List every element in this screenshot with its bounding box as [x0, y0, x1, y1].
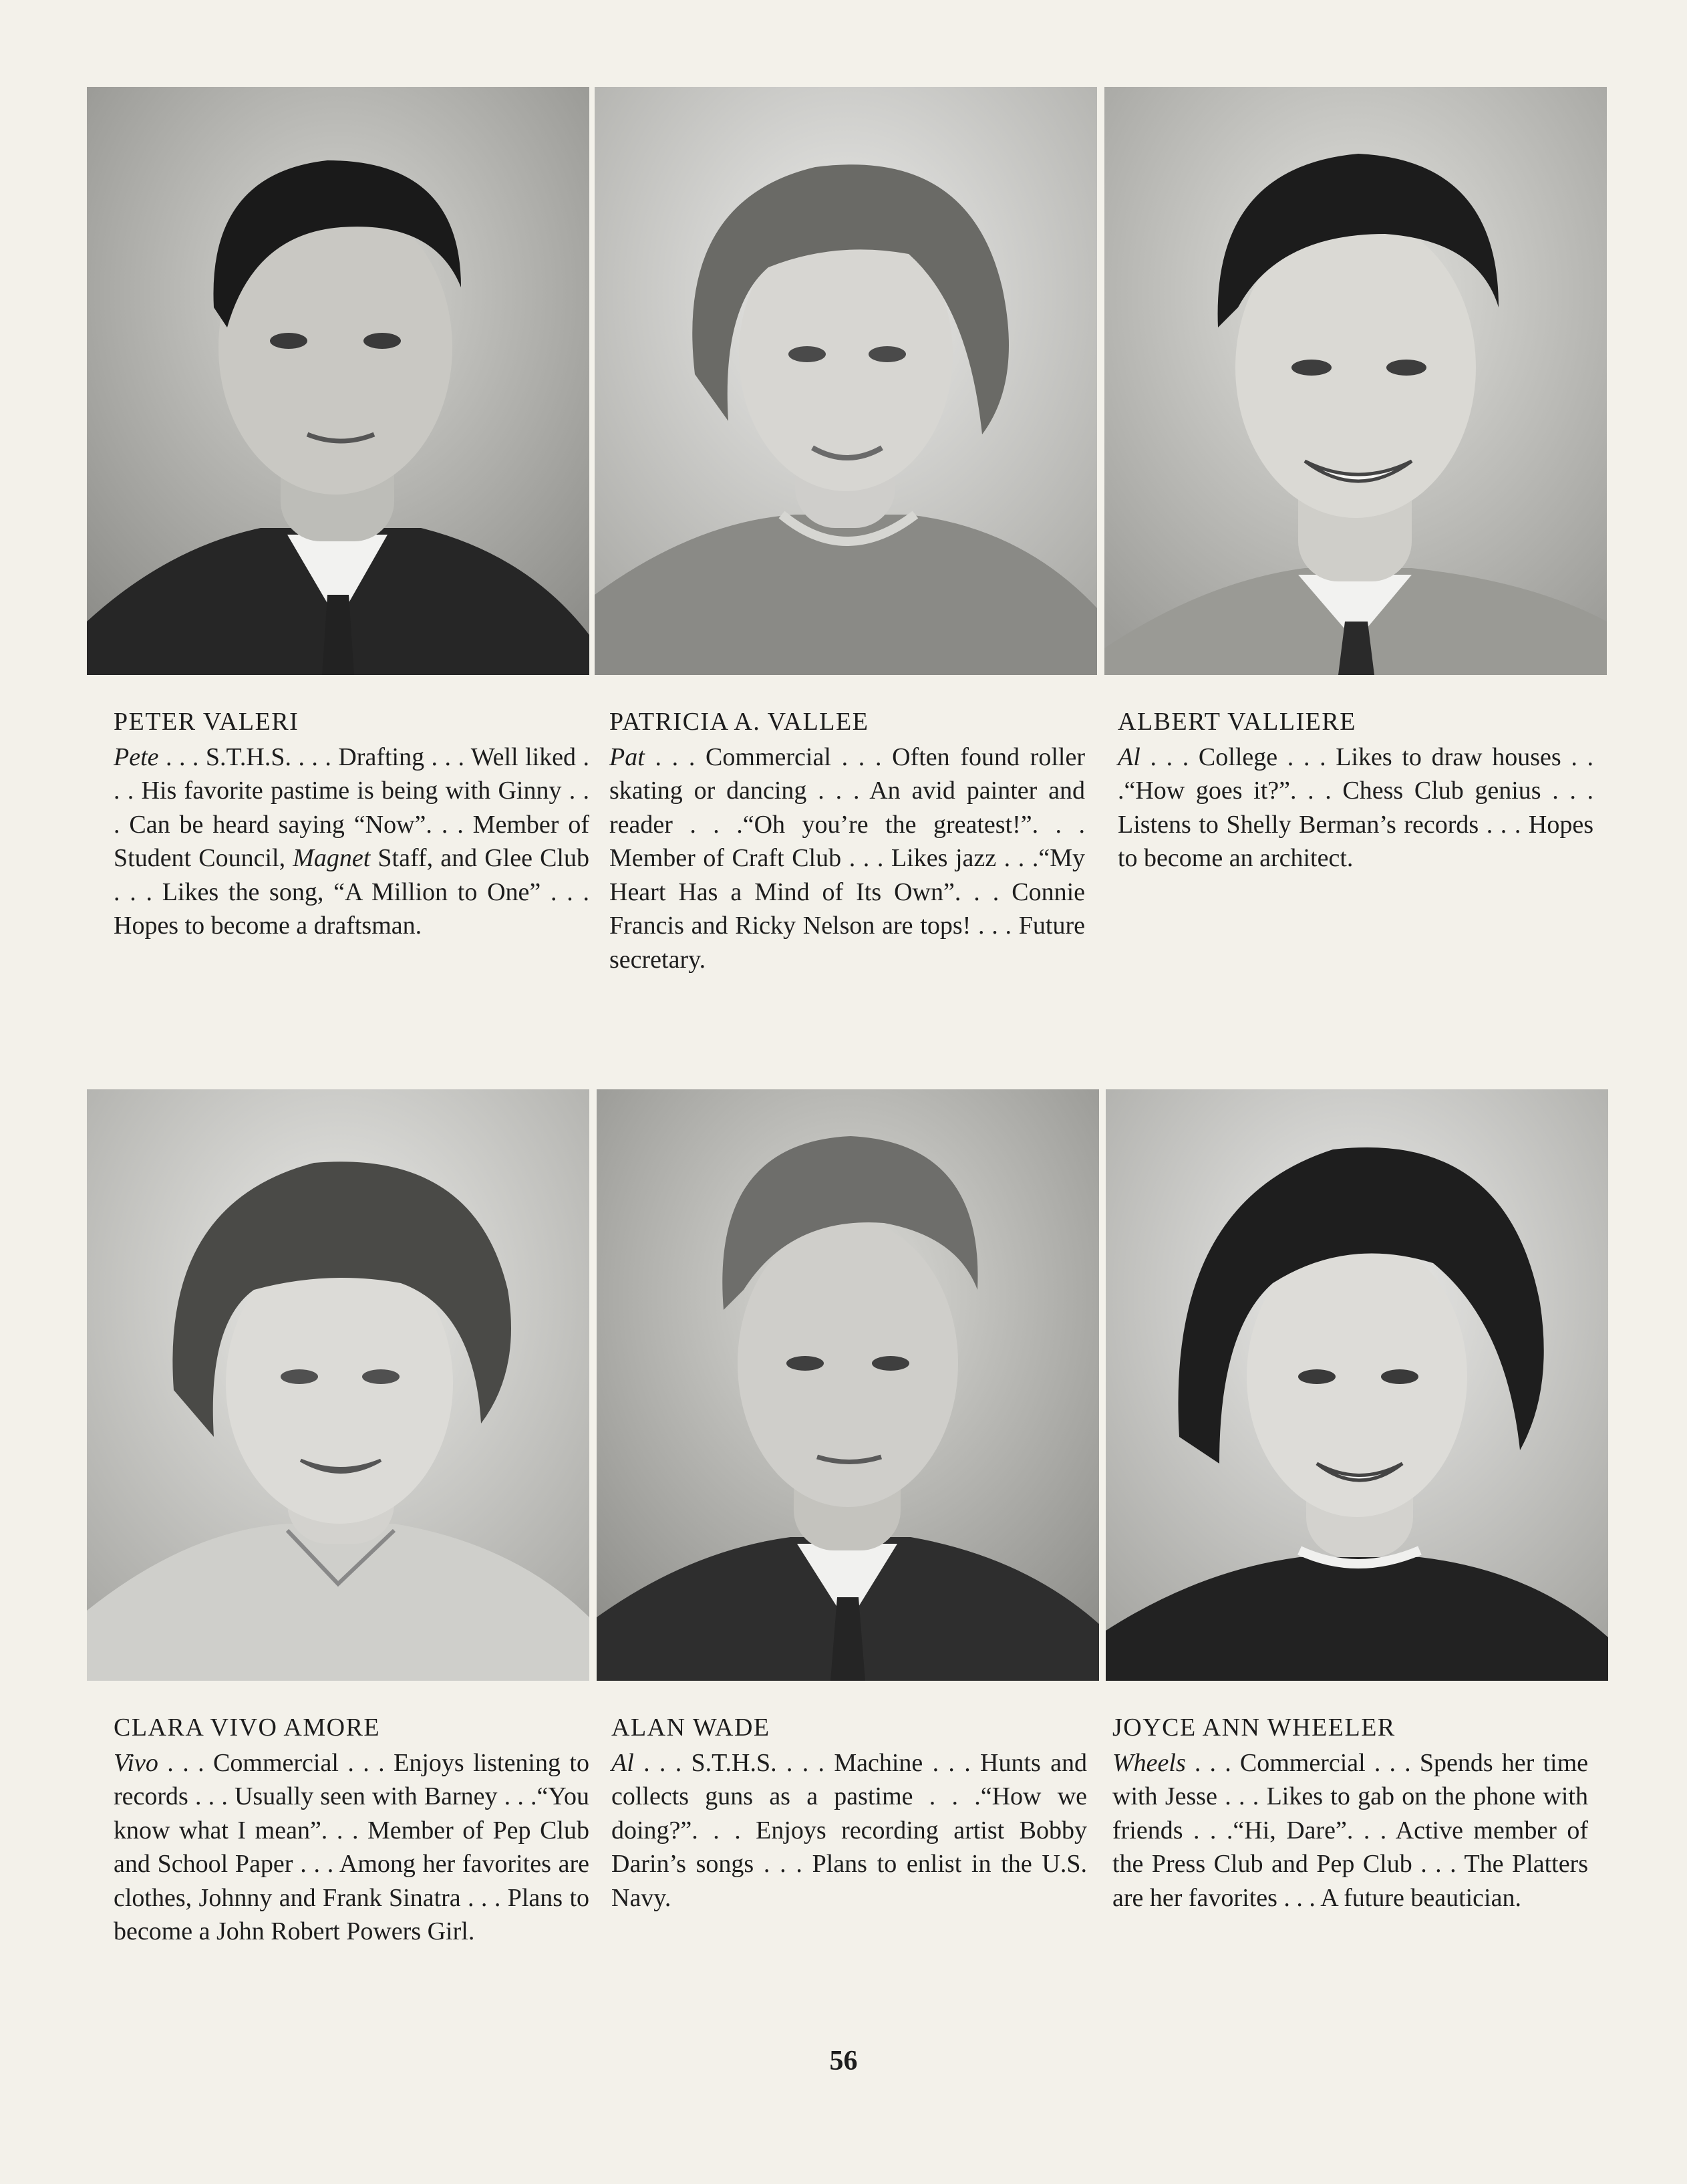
student-portrait-photo [1106, 1089, 1608, 1681]
portrait-image [1106, 1089, 1608, 1681]
student-bio-text: . . . S.T.H.S. . . . Machine . . . Hunts and collects guns as a pastime . . .“How we doing?”. . . Enjoys recording artist Bobby Darin’s songs . . . Plans to enlist in the U.S. Navy. [611, 1748, 1087, 1912]
student-name: PATRICIA A. VALLEE [609, 708, 869, 736]
student-portrait-photo [87, 1089, 589, 1681]
student-portrait-photo [1104, 87, 1607, 675]
student-nickname: Pat [609, 742, 645, 771]
student-bio-text: . . . Commercial . . . Often found roller skating or dancing . . . An avid painter and reader . . .“Oh you’re the greatest!”. . . Member of Craft Club . . . Likes jazz . . .“My Heart Has a Mind of Its Own”. . . Connie Francis and Ricky Nelson are tops! . . . Future secretary. [609, 742, 1085, 974]
student-name: CLARA VIVO AMORE [114, 1714, 381, 1742]
student-name: JOYCE ANN WHEELER [1112, 1714, 1396, 1742]
student-bio [1118, 740, 1593, 875]
student-bio-text: . . . S.T.H.S. . . . Drafting . . . Well liked . . . His favorite pastime is being with Ginny . . . Can be heard saying “Now”. . . Member of Student Council, [114, 742, 589, 872]
student-name: ALAN WADE [611, 1714, 770, 1742]
student-nickname: Wheels [1112, 1748, 1186, 1777]
portrait-image [597, 1089, 1099, 1681]
portrait-image [87, 87, 589, 675]
student-name: ALBERT VALLIERE [1118, 708, 1356, 736]
student-bio-text: . . . Commercial . . . Spends her time with Jesse . . . Likes to gab on the phone with friends . . .“Hi, Dare”. . . Active member of the Press Club and Pep Club . . . The Platters are her favorites . . . A future beautician. [1112, 1748, 1588, 1912]
student-bio-text: . . . College . . . Likes to draw houses . . .“How goes it?”. . . Chess Club genius . . . Listens to Shelly Berman’s records . . . Hopes to become an architect. [1118, 742, 1593, 872]
student-caption [611, 1711, 1087, 1915]
student-portrait-photo [87, 87, 589, 675]
student-nickname: Al [1118, 742, 1140, 771]
student-bio-italic: Magnet [293, 844, 371, 872]
student-caption [1118, 705, 1593, 875]
student-bio [609, 740, 1085, 977]
student-name: PETER VALERI [114, 708, 299, 736]
student-bio-text-end: Staff, and Glee Club . . . Likes the song, “A Million to One” . . . Hopes to become a draftsman. [114, 844, 589, 940]
portrait-image [595, 87, 1097, 675]
page-number: 56 [829, 2046, 858, 2076]
student-caption [114, 705, 589, 943]
student-nickname: Al [611, 1748, 634, 1777]
student-portrait-photo [597, 1089, 1099, 1681]
student-bio-text: . . . Commercial . . . Enjoys listening to records . . . Usually seen with Barney . . .“You know what I mean”. . . Member of Pep Club and School Paper . . . Among her favorites are clothes, Johnny and Frank Sinatra . . . Plans to become a John Robert Powers Girl. [114, 1748, 589, 1945]
student-bio [114, 740, 589, 943]
portrait-image [1104, 87, 1607, 675]
student-caption [1112, 1711, 1588, 1915]
student-bio [114, 1746, 589, 1949]
student-bio [611, 1746, 1087, 1915]
student-caption [114, 1711, 589, 1949]
student-portrait-photo [595, 87, 1097, 675]
student-nickname: Vivo [114, 1748, 158, 1777]
student-nickname: Pete [114, 742, 159, 771]
student-caption [609, 705, 1085, 976]
student-bio [1112, 1746, 1588, 1915]
portrait-image [87, 1089, 589, 1681]
